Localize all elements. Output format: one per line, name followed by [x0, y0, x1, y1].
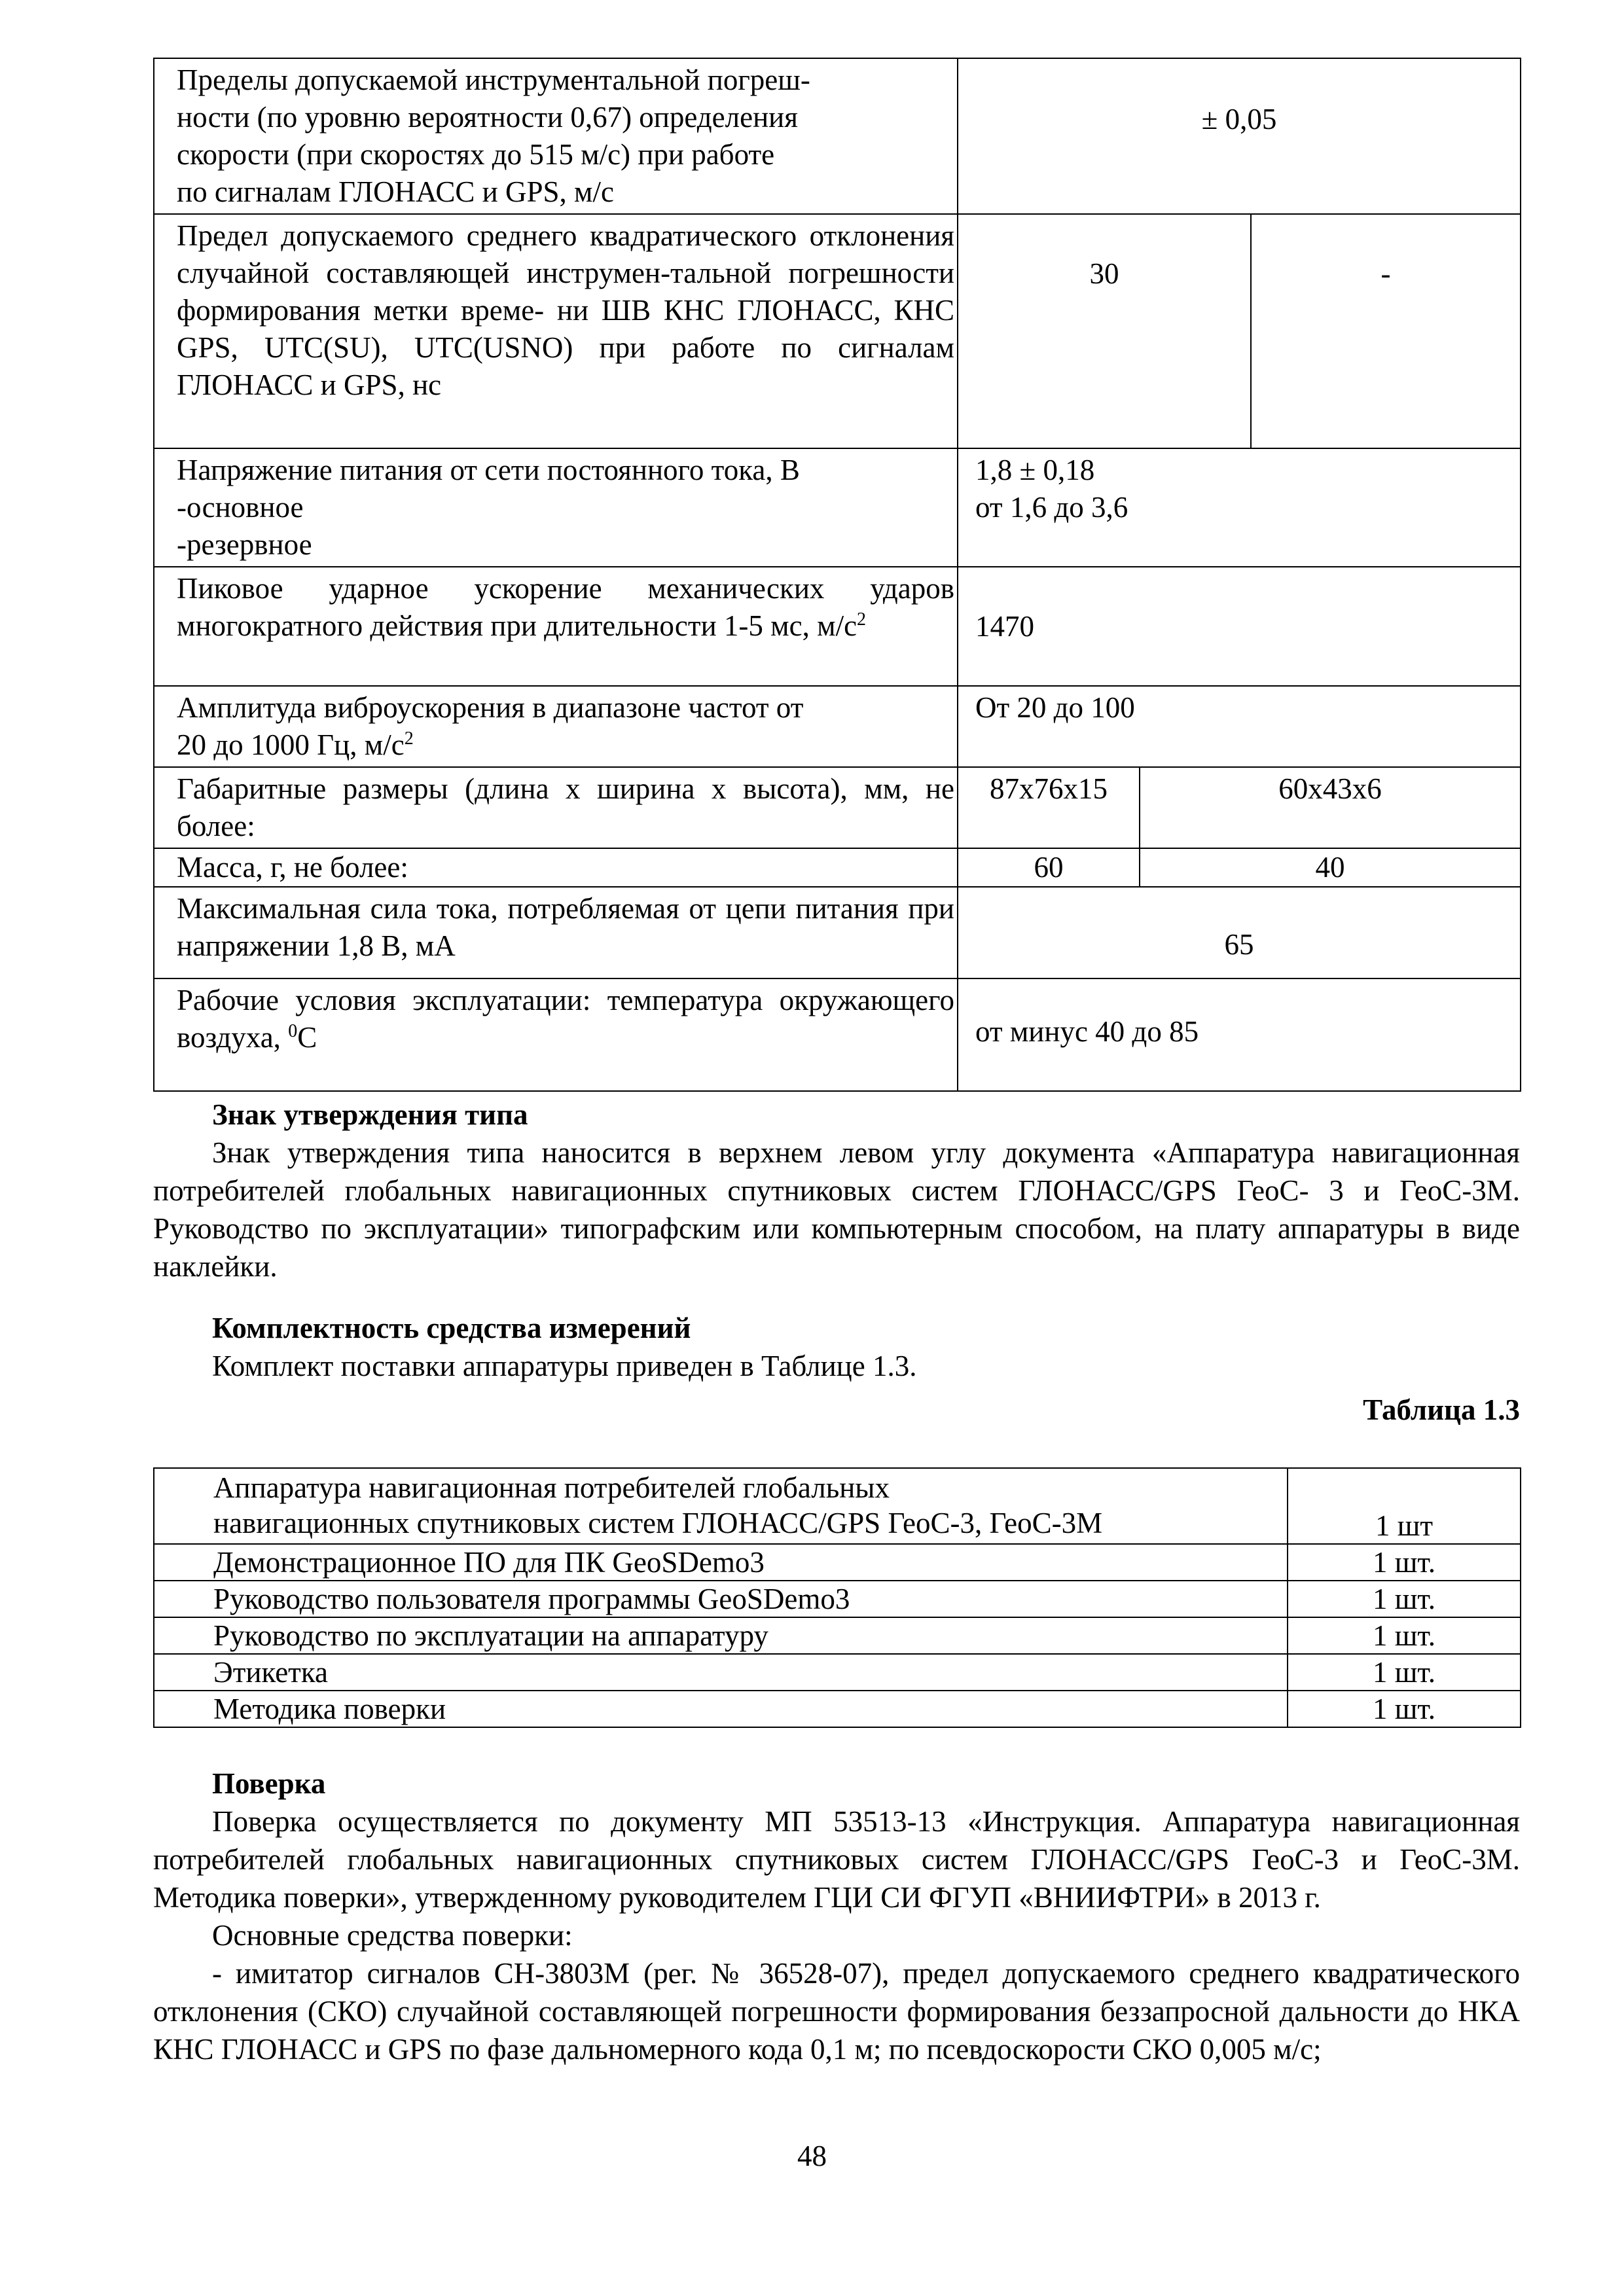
spec-label-text: Рабочие условия эксплуатации: температура окружающего воздуха, [177, 984, 954, 1054]
superscript: 0 [288, 1021, 298, 1041]
spec-label [154, 686, 958, 767]
table-row [154, 58, 1521, 214]
table-row [154, 887, 1521, 978]
completeness-section [153, 1309, 1520, 1385]
table-row [154, 214, 1521, 448]
spec-label: Габаритные размеры (длина х ширина х высота), мм, не более: [154, 767, 958, 848]
spec-label: Пределы допускаемой инструментальной погреш- ности (по уровню вероятности 0,67) определения скорости (при скоростях до 515 м/с) при работе по сигналам ГЛОНАСС и GPS, м/с [154, 58, 958, 214]
spec-value: 60х43х6 [1140, 767, 1521, 848]
table-row [154, 686, 1521, 767]
kit-table [153, 1467, 1521, 1728]
table-row [154, 1654, 1521, 1691]
spec-label-text: Амплитуда виброускорения в диапазоне частот от 20 до 1000 Гц, м/с [177, 691, 804, 761]
paragraph: - имитатор сигналов СН-3803М (рег. № 36528-07), предел допускаемого среднего квадратического отклонения (СКО) случайной составляющей погрешности формирования беззапросной дальности до НКА КНС ГЛОНАСС и GPS по фазе дальномерного кода 0,1 м; по псевдоскорости СКО 0,005 м/с; [153, 1957, 1520, 2066]
table-row [154, 1617, 1521, 1654]
section-heading: Поверка [212, 1767, 326, 1800]
spec-label-text: Пиковое ударное ускорение механических ударов многократного действия при длительности 1-5 мс, м/с [177, 572, 954, 642]
spec-value: 30 [958, 214, 1251, 448]
table-row [154, 1691, 1521, 1727]
spec-value: 65 [958, 887, 1521, 978]
specifications-table [153, 58, 1521, 1092]
section-heading: Знак утверждения типа [212, 1098, 528, 1131]
kit-qty: 1 шт. [1288, 1617, 1521, 1654]
spec-value-group [958, 448, 1521, 567]
spec-value: от 1,6 до 3,6 [975, 491, 1128, 524]
kit-qty: 1 шт. [1288, 1654, 1521, 1691]
table-row [154, 1544, 1521, 1581]
spec-value: от минус 40 до 85 [958, 978, 1521, 1091]
spec-label: Напряжение питания от сети постоянного тока, В -основное -резервное [154, 448, 958, 567]
kit-qty: 1 шт. [1288, 1581, 1521, 1617]
kit-item: Руководство по эксплуатации на аппаратуру [154, 1617, 1288, 1654]
spec-value: 1,8 ± 0,18 [975, 454, 1095, 486]
table-row [154, 567, 1521, 686]
spec-value: 87х76х15 [958, 767, 1140, 848]
paragraph: Поверка осуществляется по документу МП 53513-13 «Инструкция. Аппаратура навигационная потребителей глобальных навигационных спутниковых систем ГЛОНАСС/GPS ГеоС-3 и ГеоС-3М. Методика поверки», утвержденному руководителем ГЦИ СИ ФГУП «ВНИИФТРИ» в 2013 г. [153, 1805, 1520, 1914]
section-heading: Комплектность средства измерений [212, 1312, 691, 1344]
spec-value: ± 0,05 [958, 58, 1521, 214]
paragraph: Знак утверждения типа наносится в верхнем левом углу документа «Аппаратура навигационная потребителей глобальных навигационных спутниковых систем ГЛОНАСС/GPS ГеоС- 3 и ГеоС-3М. Руководство по эксплуатации» типографским или компьютерным способом, на плату аппаратуры в виде наклейки. [153, 1136, 1520, 1283]
kit-item: Этикетка [154, 1654, 1288, 1691]
spec-label [154, 567, 958, 686]
kit-qty: 1 шт [1288, 1468, 1521, 1544]
spec-value: 40 [1140, 848, 1521, 887]
spec-value: 1470 [958, 567, 1521, 686]
kit-item: Демонстрационное ПО для ПК GeoSDemo3 [154, 1544, 1288, 1581]
spec-label [154, 978, 958, 1091]
spec-value: От 20 до 100 [958, 686, 1521, 767]
type-mark-section [153, 1096, 1520, 1285]
paragraph: Комплект поставки аппаратуры приведен в Таблице 1.3. [212, 1350, 917, 1382]
spec-value: 60 [958, 848, 1140, 887]
table-caption: Таблица 1.3 [1363, 1393, 1520, 1426]
spec-value: - [1251, 214, 1521, 448]
page-number: 48 [797, 2140, 827, 2172]
spec-label-text: С [297, 1021, 317, 1054]
kit-qty: 1 шт. [1288, 1691, 1521, 1727]
paragraph: Основные средства поверки: [212, 1919, 573, 1952]
table-row [154, 1468, 1521, 1544]
kit-qty: 1 шт. [1288, 1544, 1521, 1581]
table-row [154, 1581, 1521, 1617]
spec-label: Максимальная сила тока, потребляемая от цепи питания при напряжении 1,8 В, мА [154, 887, 958, 978]
superscript: 2 [857, 609, 867, 630]
table-row [154, 978, 1521, 1091]
table-row [154, 848, 1521, 887]
table-row [154, 448, 1521, 567]
table-row [154, 767, 1521, 848]
kit-item: Аппаратура навигационная потребителей глобальных навигационных спутниковых систем ГЛОНАСС/GPS ГеоС-3, ГеоС-3М [154, 1468, 1288, 1544]
superscript: 2 [404, 728, 414, 749]
spec-label: Масса, г, не более: [154, 848, 958, 887]
kit-item: Методика поверки [154, 1691, 1288, 1727]
kit-item: Руководство пользователя программы GeoSDemo3 [154, 1581, 1288, 1617]
spec-label: Предел допускаемого среднего квадратического отклонения случайной составляющей инструмен-тальной погрешности формирования метки време- ни ШВ КНС ГЛОНАСС, КНС GPS, UTC(SU), UTC(USNO) при работе по сигналам ГЛОНАСС и GPS, нс [154, 214, 958, 448]
verification-section [153, 1765, 1520, 2068]
